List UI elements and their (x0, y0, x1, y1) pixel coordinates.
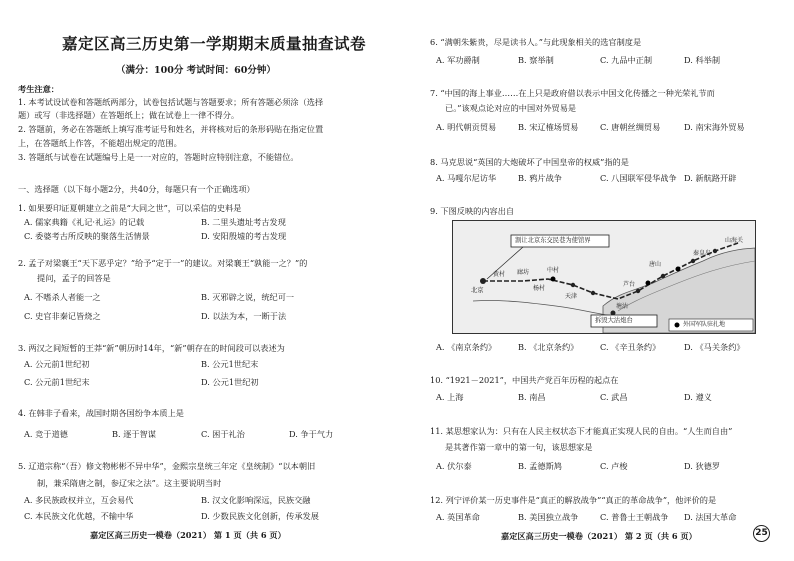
map-place: 秦皇岛 (693, 250, 712, 257)
troop-marker (551, 277, 556, 282)
option-d: D. 公元1世纪初 (201, 377, 259, 387)
map-place: 中村 (547, 267, 560, 274)
option-c: C. 本民族文化优越，不输中华 (24, 511, 134, 521)
question-stem: 11. 某思想家认为：只有在人民主权状态下才能真正实现人民的自由。“人生而自由” (430, 426, 733, 436)
map-place: 天津 (565, 293, 578, 300)
question-stem: 10. “1921－2021”，中国共产党百年历程的起点在 (430, 375, 619, 385)
map-label-dagu: 拆毁大沽炮台 (595, 317, 633, 324)
question-stem: 已。”该观点论对应的中国对外贸易是 (445, 103, 577, 113)
question-stem: 制，兼采隋唐之制，参辽宋之法”。这主要说明当时 (37, 478, 222, 488)
option-b: B. 宋辽榷场贸易 (518, 122, 579, 132)
option-c: C. 武昌 (600, 392, 628, 402)
question-stem: 8. 马克思说“英国的大炮破坏了中国皇帝的权威”指的是 (430, 157, 629, 167)
option-a: A. 上海 (436, 392, 464, 402)
city-dot (691, 259, 695, 263)
option-a: A. 英国革命 (436, 512, 480, 522)
question-stem: 9. 下图反映的内容出自 (430, 206, 515, 216)
map-place: 黄村 (493, 271, 506, 278)
option-c: C. 委婆考古所反映的聚落生活情景 (24, 231, 150, 241)
map-place: 杨村 (533, 285, 546, 292)
page-count-badge: 25 (753, 525, 770, 542)
option-b: B. 汉文化影响深远，民族交融 (201, 495, 311, 505)
option-b: B. 察举制 (518, 55, 554, 65)
city-dot (591, 291, 595, 295)
city-dot (636, 289, 640, 293)
question-stem: 5. 辽道宗称“（吾）修文物彬彬不异中华”，金熙宗皇统三年定《皇统制》“以本朝旧 (18, 461, 316, 471)
option-b: B. 公元1世纪末 (201, 359, 259, 369)
option-c: C. 《辛丑条约》 (600, 342, 661, 352)
question-stem: 是其著作第一章中的第一句，该思想家是 (445, 442, 593, 452)
city-dot (713, 249, 717, 253)
option-c: C. 九品中正制 (600, 55, 653, 65)
option-b: B. 逐于智谋 (112, 429, 156, 439)
option-a: A. 明代朝贡贸易 (436, 122, 497, 132)
option-a: A. 军功爵制 (436, 55, 480, 65)
notice-line: 上，在答题纸上作答，不能超出规定的范围。 (18, 138, 182, 148)
question-stem: 1. 如果要印证夏朝建立之前是“大同之世”，可以采信的史料是 (18, 203, 242, 213)
map-place: 芦台 (623, 281, 636, 288)
question-stem: 4. 在韩非子看来，战国时期各国纷争本质上是 (18, 408, 184, 418)
option-a: A. 伏尔泰 (436, 461, 472, 471)
option-c: C. 困于礼治 (201, 429, 245, 439)
option-a: A. 多民族政权并立，互会易代 (24, 495, 134, 505)
city-dot-beijing (480, 278, 486, 284)
map-place: 塘沽 (616, 303, 629, 310)
option-c: C. 史官非秦记皆烧之 (24, 311, 101, 321)
legend-label: 外国军队驻扎地 (683, 321, 726, 328)
map-place: 唐山 (649, 261, 662, 268)
option-b: B. 二里头遗址考古发现 (201, 217, 286, 227)
option-a: A. 《南京条约》 (436, 342, 497, 352)
question-stem: 7. “中国的海上事业……在上只是政府借以表示中国文化传播之一种光荣礼节而 (430, 88, 715, 98)
page-footer: 嘉定区高三历史一模卷（2021） 第 1 页（共 6 页） (90, 530, 286, 540)
option-d: D. 以法为本，一断于法 (201, 311, 287, 321)
option-d: D. 少数民族文化创新，传承发展 (201, 511, 319, 521)
map-place: 廊坊 (517, 269, 530, 276)
exam-title: 嘉定区高三历史第一学期期末质量抽查试卷 (62, 34, 367, 53)
option-c: C. 公元前1世纪末 (24, 377, 90, 387)
question-stem: 12. 列宁评价某一历史事件是“真正的解放战争”“真正的革命战争”，他评价的是 (430, 495, 717, 505)
question-stem: 2. 孟子对梁襄王“天下恶乎定？”给予“定于一”的建议。对梁襄王“孰能一之？”的 (18, 258, 308, 268)
notice-line: 3. 答题纸与试卷在试题编号上是一一对应的，答题时应特别注意，不能错位。 (18, 152, 299, 162)
option-d: D. 法国大革命 (684, 512, 737, 522)
notice-line: 1. 本考试设试卷和答题纸两部分，试卷包括试题与答题要求；所有答题必须涂（选择 (18, 97, 324, 107)
legend-marker (675, 323, 680, 328)
option-a: A. 儒家典籍《礼记·礼运》的记载 (24, 217, 145, 227)
map-place: 北京 (471, 287, 484, 294)
notice-heading: 考生注意： (18, 84, 59, 94)
notice-line: 2. 答题前，务必在答题纸上填写准考证号和姓名，并将核对后的条形码贴在指定位置 (18, 124, 324, 134)
notice-line: 题）或写（非选择题）在答题纸上；做在试卷上一律不得分。 (18, 110, 240, 120)
option-d: D. 遵义 (684, 392, 712, 402)
option-b: B. 《北京条约》 (518, 342, 579, 352)
troop-marker (646, 281, 651, 286)
option-d: D. 安阳殷墟的考古发现 (201, 231, 287, 241)
section-heading: 一、选择题（以下每小题2分，共40分，每题只有一个正确选项） (18, 184, 255, 194)
city-dot (571, 283, 575, 287)
option-d: D. 科举制 (684, 55, 721, 65)
option-c: C. 普鲁士王朝战争 (600, 512, 669, 522)
option-a: A. 竞于道德 (24, 429, 68, 439)
map-place: 山海关 (725, 237, 744, 244)
city-dot (661, 274, 665, 278)
option-c: C. 唐朝丝绸贸易 (600, 122, 661, 132)
option-b: B. 南昌 (518, 392, 546, 402)
option-c: C. 卢梭 (600, 461, 628, 471)
option-b: B. 孟德斯鸠 (518, 461, 562, 471)
option-b: B. 鸦片战争 (518, 173, 562, 183)
option-a: A. 公元前1世纪初 (24, 359, 90, 369)
map-label-legation: 割让北京东交民巷为使馆界 (515, 237, 591, 244)
option-c: C. 八国联军侵华战争 (600, 173, 677, 183)
option-b: B. 美国独立战争 (518, 512, 579, 522)
option-d: D. 《马关条约》 (684, 342, 745, 352)
option-b: B. 灭邪辟之说，统纪可一 (201, 292, 295, 302)
page-footer: 嘉定区高三历史一模卷（2021） 第 2 页（共 6 页） (501, 531, 697, 541)
option-d: D. 新航路开辟 (684, 173, 737, 183)
option-a: A. 不嗜杀人者能一之 (24, 292, 101, 302)
option-d: D. 争于气力 (289, 429, 334, 439)
historical-map (452, 220, 756, 334)
troop-marker (676, 267, 681, 272)
option-a: A. 马嘎尔尼访华 (436, 173, 497, 183)
question-stem: 6. “满朝朱紫贵，尽是读书人。”与此现象相关的选官制度是 (430, 37, 642, 47)
option-d: D. 南宋海外贸易 (684, 122, 745, 132)
question-stem: 提问，孟子的回答是 (37, 273, 111, 283)
option-d: D. 狄德罗 (684, 461, 721, 471)
question-stem: 3. 两汉之间短暂的王莽“新”朝历时14年，“新”朝存在的时间段可以表述为 (18, 343, 285, 353)
exam-subtitle: （满分：100分 考试时间：60分钟） (116, 65, 276, 76)
